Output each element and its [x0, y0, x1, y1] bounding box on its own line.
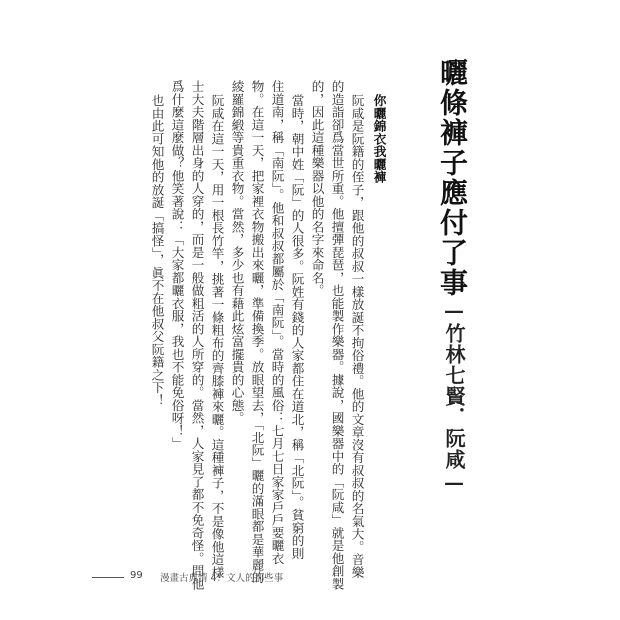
text-column: 阮咸在這一天，用一根長竹竿，挑著一條粗布的齊膝褲來曬。這種褲子，不是像他這樣: [209, 94, 225, 579]
text-column: 也由此可知他的放誕「搞怪」，眞不在他叔父阮籍之下！: [149, 94, 165, 407]
text-column: 阮咸是阮籍的侄子，跟他的叔叔一樣放誕不拘俗禮。他的文章沒有叔叔的名氣大。音樂: [349, 94, 365, 579]
page-number: 99: [130, 570, 143, 581]
text-column: 綾羅錦緞等貴重衣物。當然，多少也有藉此炫富擺貴的心態。: [229, 80, 245, 425]
text-column: 爲什麼這麼做？他笑著說：「大家都曬衣服，我也不能免俗呀！」: [169, 80, 185, 450]
text-column: 的造詣卻爲當世所重。他擅彈琵琶，也能製作樂器。據說，國樂器中的「阮咸」就是他創製: [329, 80, 345, 590]
footer-rule: [92, 577, 124, 578]
text-column: 士大夫階層出身的人穿的，而是一般做粗活的人所穿的。當然，人家見了都不免奇怪。問他: [189, 80, 205, 590]
chapter-subtitle: —竹林七賢．阮咸—: [442, 298, 466, 495]
text-column: 當時，朝中姓「阮」的人很多。阮姓有錢的人家都住在道北，稱「北阮」。貧窮的則: [289, 94, 305, 560]
running-title: 漫畫古典情 4：文人的那些事: [160, 573, 284, 584]
text-column: 的，因此這種樂器以他的名字來命名。: [309, 80, 325, 297]
chapter-title: 曬條褲子應付了事: [436, 58, 469, 298]
text-column: 物。在這一天，把家裡衣物搬出來曬，準備換季。放眼望去，「北阮」曬的滿眼都是華麗的: [249, 80, 265, 584]
text-column: 住道南，稱「南阮」。他和叔叔都屬於「南阮」。當時的風俗：七月七日家家戶戶要曬衣: [269, 80, 285, 565]
section-heading: 你曬錦衣我曬褲: [371, 94, 387, 184]
